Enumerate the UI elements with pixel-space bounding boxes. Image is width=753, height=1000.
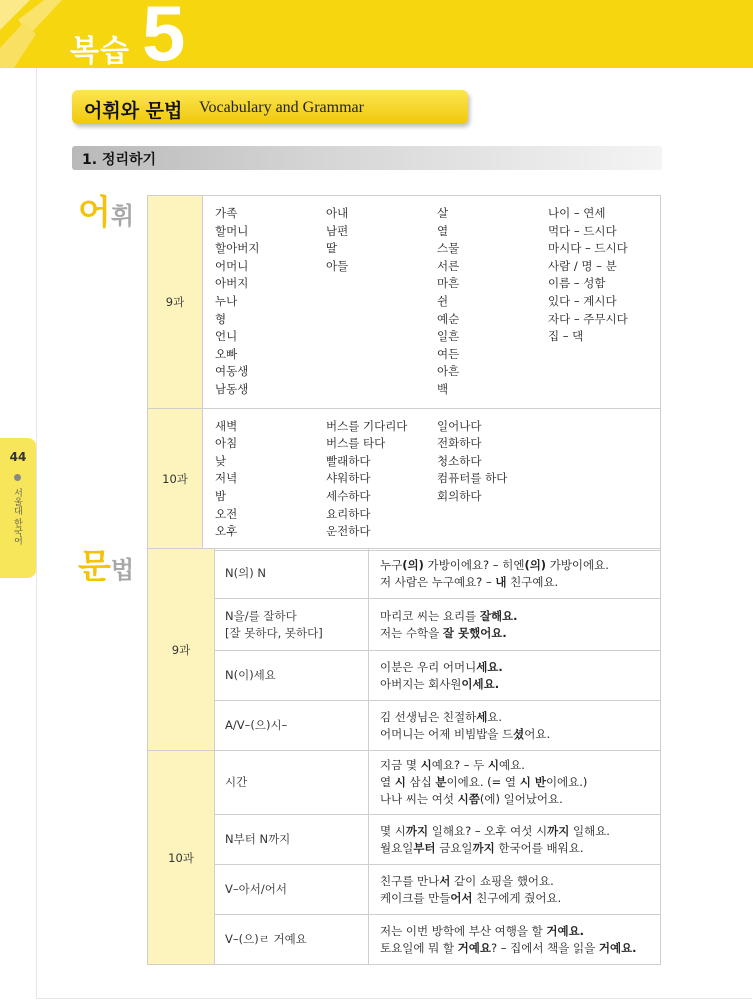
grammar-pattern: V–아서/어서	[225, 882, 287, 896]
example-highlight: 시	[420, 758, 432, 772]
example-text: 금요일	[435, 840, 473, 855]
example-text: 월요일	[380, 840, 414, 855]
vocabulary-table	[147, 195, 661, 551]
example-text: 나나 씨는 여섯	[380, 792, 458, 806]
vocab-word: 아들	[326, 258, 349, 273]
grammar-pattern-cell	[215, 815, 369, 865]
example-highlight: 거예요	[457, 940, 491, 955]
vocab-word: 백	[437, 381, 449, 396]
vocab-word: 언니	[215, 329, 238, 344]
grammar-example	[380, 791, 660, 808]
example-highlight: (의)	[402, 557, 424, 572]
vocab-row-10	[148, 408, 661, 550]
example-highlight: 거예요.	[546, 923, 585, 938]
grammar-row	[148, 651, 661, 701]
example-text: 일해요? – 오후 여섯 시	[428, 823, 548, 838]
grammar-example	[380, 873, 660, 890]
example-highlight: 부터	[413, 840, 436, 855]
vocab-word: 전화하다	[437, 436, 482, 451]
vocab-side-label	[78, 193, 135, 233]
vocab-word: 남편	[326, 223, 349, 238]
vocab-word: 집 – 댁	[548, 329, 584, 344]
grammar-row	[148, 751, 661, 815]
grammar-pattern-cell	[215, 865, 369, 915]
vocab-word: 밤	[215, 488, 227, 503]
vocab-word: 회의하다	[437, 488, 482, 503]
example-text: 가방이에요? – 히엔	[423, 557, 525, 572]
vocab-word: 여동생	[215, 364, 249, 379]
example-highlight: 세요.	[476, 659, 503, 674]
example-text: 저는 수학을	[380, 625, 443, 640]
vocab-word: 형	[215, 311, 227, 326]
vocab-word: 가족	[215, 206, 238, 220]
grammar-pattern: N(이)세요	[225, 668, 276, 682]
vocab-word: 버스를 기다리다	[326, 418, 408, 433]
vocab-word: 낮	[215, 453, 227, 468]
vocab-word: 아침	[215, 436, 238, 451]
bullet-dot-icon	[14, 474, 21, 481]
vocab-label-second: 휘	[110, 202, 135, 230]
example-highlight: 시	[487, 758, 500, 772]
example-highlight: 이세요.	[461, 676, 500, 691]
grammar-example	[380, 726, 660, 743]
grammar-label-first: 문	[78, 547, 111, 587]
example-text: 저 사람은 누구예요? –	[380, 574, 496, 589]
example-text: ? – 집에서 책을 읽을	[490, 940, 599, 955]
grammar-example	[380, 757, 660, 774]
grammar-pattern-cell	[215, 651, 369, 701]
example-text: 친구예요.	[506, 574, 559, 589]
grammar-example-cell	[369, 651, 661, 701]
vocab-word: 나이 – 연세	[548, 206, 606, 220]
vocab-word: 버스를 타다	[326, 436, 386, 451]
vocab-word: 예순	[437, 311, 460, 326]
vocab-word: 운전하다	[326, 524, 371, 539]
vocab-word: 오후	[215, 524, 238, 539]
vocab-word: 남동생	[215, 381, 249, 396]
grammar-example	[380, 625, 660, 642]
section-title-ko: 어휘와 문법	[84, 100, 183, 122]
review-title: 복습	[70, 34, 130, 69]
example-text: 지금 몇	[380, 758, 421, 772]
vocab-word: 스물	[437, 241, 460, 256]
vocab-word: 열	[437, 223, 449, 238]
example-text: 어요.	[524, 726, 551, 741]
example-text: 아버지는 회사원	[380, 676, 462, 691]
grammar-table	[147, 548, 661, 965]
grammar-example-cell	[369, 549, 661, 599]
example-highlight: 까지	[405, 823, 429, 838]
example-text: 가방이에요.	[546, 557, 609, 572]
page-side-tab	[0, 438, 36, 578]
vocab-column	[437, 205, 548, 399]
grammar-example	[380, 774, 660, 791]
example-highlight: 거예요.	[598, 940, 637, 955]
grammar-example	[380, 659, 660, 676]
grammar-pattern: N을/를 잘하다	[225, 608, 297, 623]
grammar-example-cell	[369, 865, 661, 915]
example-highlight: 까지	[472, 840, 495, 855]
example-highlight: 서	[439, 873, 451, 888]
vocab-word: 살	[437, 206, 449, 220]
example-text: 열	[380, 775, 395, 789]
example-highlight: 시쯤	[457, 792, 480, 806]
section-title-en: Vocabulary and Grammar	[199, 99, 364, 116]
grammar-example-cell	[369, 751, 661, 815]
example-text: 삼십	[405, 775, 436, 789]
example-highlight: 어서	[450, 890, 473, 905]
vocab-word: 청소하다	[437, 453, 482, 468]
vocab-column	[215, 418, 326, 541]
grammar-pattern-cell	[215, 549, 369, 599]
vocab-label-first: 어	[78, 193, 111, 233]
section-header	[72, 90, 468, 124]
grammar-lesson-cell: 9과	[148, 549, 215, 751]
vocab-lesson-cell: 9과	[148, 196, 203, 409]
vocab-word: 할머니	[215, 223, 249, 238]
vocab-word: 샤워하다	[326, 471, 371, 486]
grammar-pattern-cell	[215, 599, 369, 651]
vocab-word: 이름 – 성함	[548, 276, 606, 291]
grammar-example	[380, 557, 660, 574]
vocab-word: 일어나다	[437, 418, 482, 433]
grammar-side-label	[78, 547, 135, 587]
example-text: 누구	[380, 557, 403, 572]
grammar-example	[380, 574, 660, 591]
example-text: 김 선생님은 친절하	[380, 709, 477, 724]
example-highlight: 내	[495, 574, 507, 589]
review-number: 5	[142, 0, 186, 77]
vocab-word: 딸	[326, 241, 338, 256]
vocab-word: 빨래하다	[326, 453, 371, 468]
grammar-pattern: N부터 N까지	[225, 832, 291, 846]
grammar-pattern-cell	[215, 751, 369, 815]
vocab-word: 쉰	[437, 293, 449, 308]
vocab-word: 새벽	[215, 418, 238, 433]
grammar-example-cell	[369, 815, 661, 865]
vocab-word: 아버지	[215, 276, 249, 291]
example-text: 요.	[487, 709, 503, 724]
vocab-column	[326, 205, 437, 399]
example-text: 이에요. (= 열	[446, 775, 520, 789]
grammar-example	[380, 890, 660, 907]
example-highlight: 시 반	[519, 775, 546, 789]
grammar-pattern: V–(으)ㄹ 거예요	[225, 932, 307, 946]
vocab-word: 요리하다	[326, 506, 371, 521]
vocab-word: 세수하다	[326, 488, 371, 503]
vocab-row-9	[148, 196, 661, 409]
vocab-word: 할아버지	[215, 241, 260, 256]
example-text: 이분은 우리 어머니	[380, 659, 477, 674]
grammar-pattern-cell	[215, 701, 369, 751]
vocab-word: 자다 – 주무시다	[548, 311, 628, 326]
vocab-lesson-cell: 10과	[148, 408, 203, 550]
vocab-words-cell	[203, 196, 661, 409]
vocab-column	[437, 418, 548, 541]
vocab-word: 누나	[215, 293, 238, 308]
vocab-column	[548, 205, 659, 399]
subsection-title: 1. 정리하기	[82, 152, 157, 168]
vocab-word: 오빠	[215, 346, 238, 361]
example-text: 예요.	[499, 758, 525, 772]
grammar-example	[380, 709, 660, 726]
example-highlight: 잘 못했어요.	[442, 625, 507, 640]
example-highlight: 까지	[547, 823, 570, 838]
grammar-example-cell	[369, 915, 661, 965]
grammar-example	[380, 923, 660, 940]
example-text: (에) 일어났어요.	[479, 792, 563, 806]
vocab-word: 오전	[215, 506, 238, 521]
vocab-column	[326, 418, 437, 541]
vocab-column	[548, 418, 659, 541]
example-text: 친구를 만나	[380, 873, 440, 888]
grammar-lesson-cell: 10과	[148, 751, 215, 965]
example-text: 같이 쇼핑을 했어요.	[450, 873, 554, 888]
grammar-row	[148, 599, 661, 651]
example-text: 일해요.	[569, 823, 610, 838]
grammar-example	[380, 823, 660, 840]
example-highlight: 셨	[513, 726, 525, 741]
subsection-header	[72, 146, 662, 170]
vocab-word: 아흔	[437, 364, 460, 379]
grammar-pattern-cell	[215, 915, 369, 965]
example-text: 몇 시	[380, 823, 406, 838]
vocab-word: 컴퓨터를 하다	[437, 471, 508, 486]
grammar-row	[148, 865, 661, 915]
vocab-word: 여든	[437, 346, 460, 361]
vocab-word: 마흔	[437, 276, 460, 291]
grammar-example-cell	[369, 701, 661, 751]
grammar-pattern: A/V–(으)시–	[225, 718, 288, 732]
example-text: 케이크를 만들	[380, 890, 451, 905]
grammar-example	[380, 608, 660, 625]
grammar-example	[380, 840, 660, 857]
example-highlight: 세	[476, 709, 488, 724]
example-highlight: 분	[435, 775, 447, 789]
vocab-word: 저녁	[215, 471, 238, 486]
vocab-word: 아내	[326, 206, 349, 220]
vocab-word: 마시다 – 드시다	[548, 241, 628, 256]
book-title: 서울대 한국어	[12, 488, 22, 545]
grammar-pattern: 시간	[225, 775, 248, 789]
vocab-word: 먹다 – 드시다	[548, 223, 617, 238]
grammar-example	[380, 940, 660, 957]
vocab-words-cell	[203, 408, 661, 550]
example-highlight: 잘해요.	[479, 608, 518, 623]
grammar-row	[148, 701, 661, 751]
top-banner	[0, 0, 753, 77]
vocab-column	[215, 205, 326, 399]
page-number: 44	[9, 450, 27, 464]
grammar-row	[148, 815, 661, 865]
grammar-row	[148, 549, 661, 599]
grammar-row	[148, 915, 661, 965]
example-text: 토요일에 뭐 할	[380, 940, 458, 955]
grammar-example	[380, 676, 660, 693]
banner-decoration-icon	[0, 0, 70, 68]
example-text: 저는 이번 방학에 부산 여행을 할	[380, 923, 547, 938]
grammar-pattern: [잘 못하다, 못하다]	[225, 625, 323, 640]
example-text: 친구에게 줬어요.	[472, 890, 562, 905]
example-highlight: 시	[394, 775, 406, 789]
vocab-word: 사람 / 명 – 분	[548, 258, 617, 273]
example-text: 한국어를 배워요.	[494, 840, 584, 855]
example-text: 예요? – 두	[431, 758, 488, 772]
example-highlight: (의)	[524, 557, 547, 572]
vocab-word: 어머니	[215, 258, 249, 273]
vocab-word: 있다 – 계시다	[548, 293, 617, 308]
vocab-word: 일흔	[437, 329, 460, 344]
grammar-example-cell	[369, 599, 661, 651]
example-text: 마리코 씨는 요리를	[380, 608, 480, 623]
grammar-pattern: N(의) N	[225, 566, 266, 580]
grammar-label-second: 법	[110, 556, 135, 584]
vocab-word: 서른	[437, 258, 460, 273]
example-text: 어머니는 어제 비빔밥을 드	[380, 726, 514, 741]
example-text: 이에요.)	[545, 775, 588, 789]
